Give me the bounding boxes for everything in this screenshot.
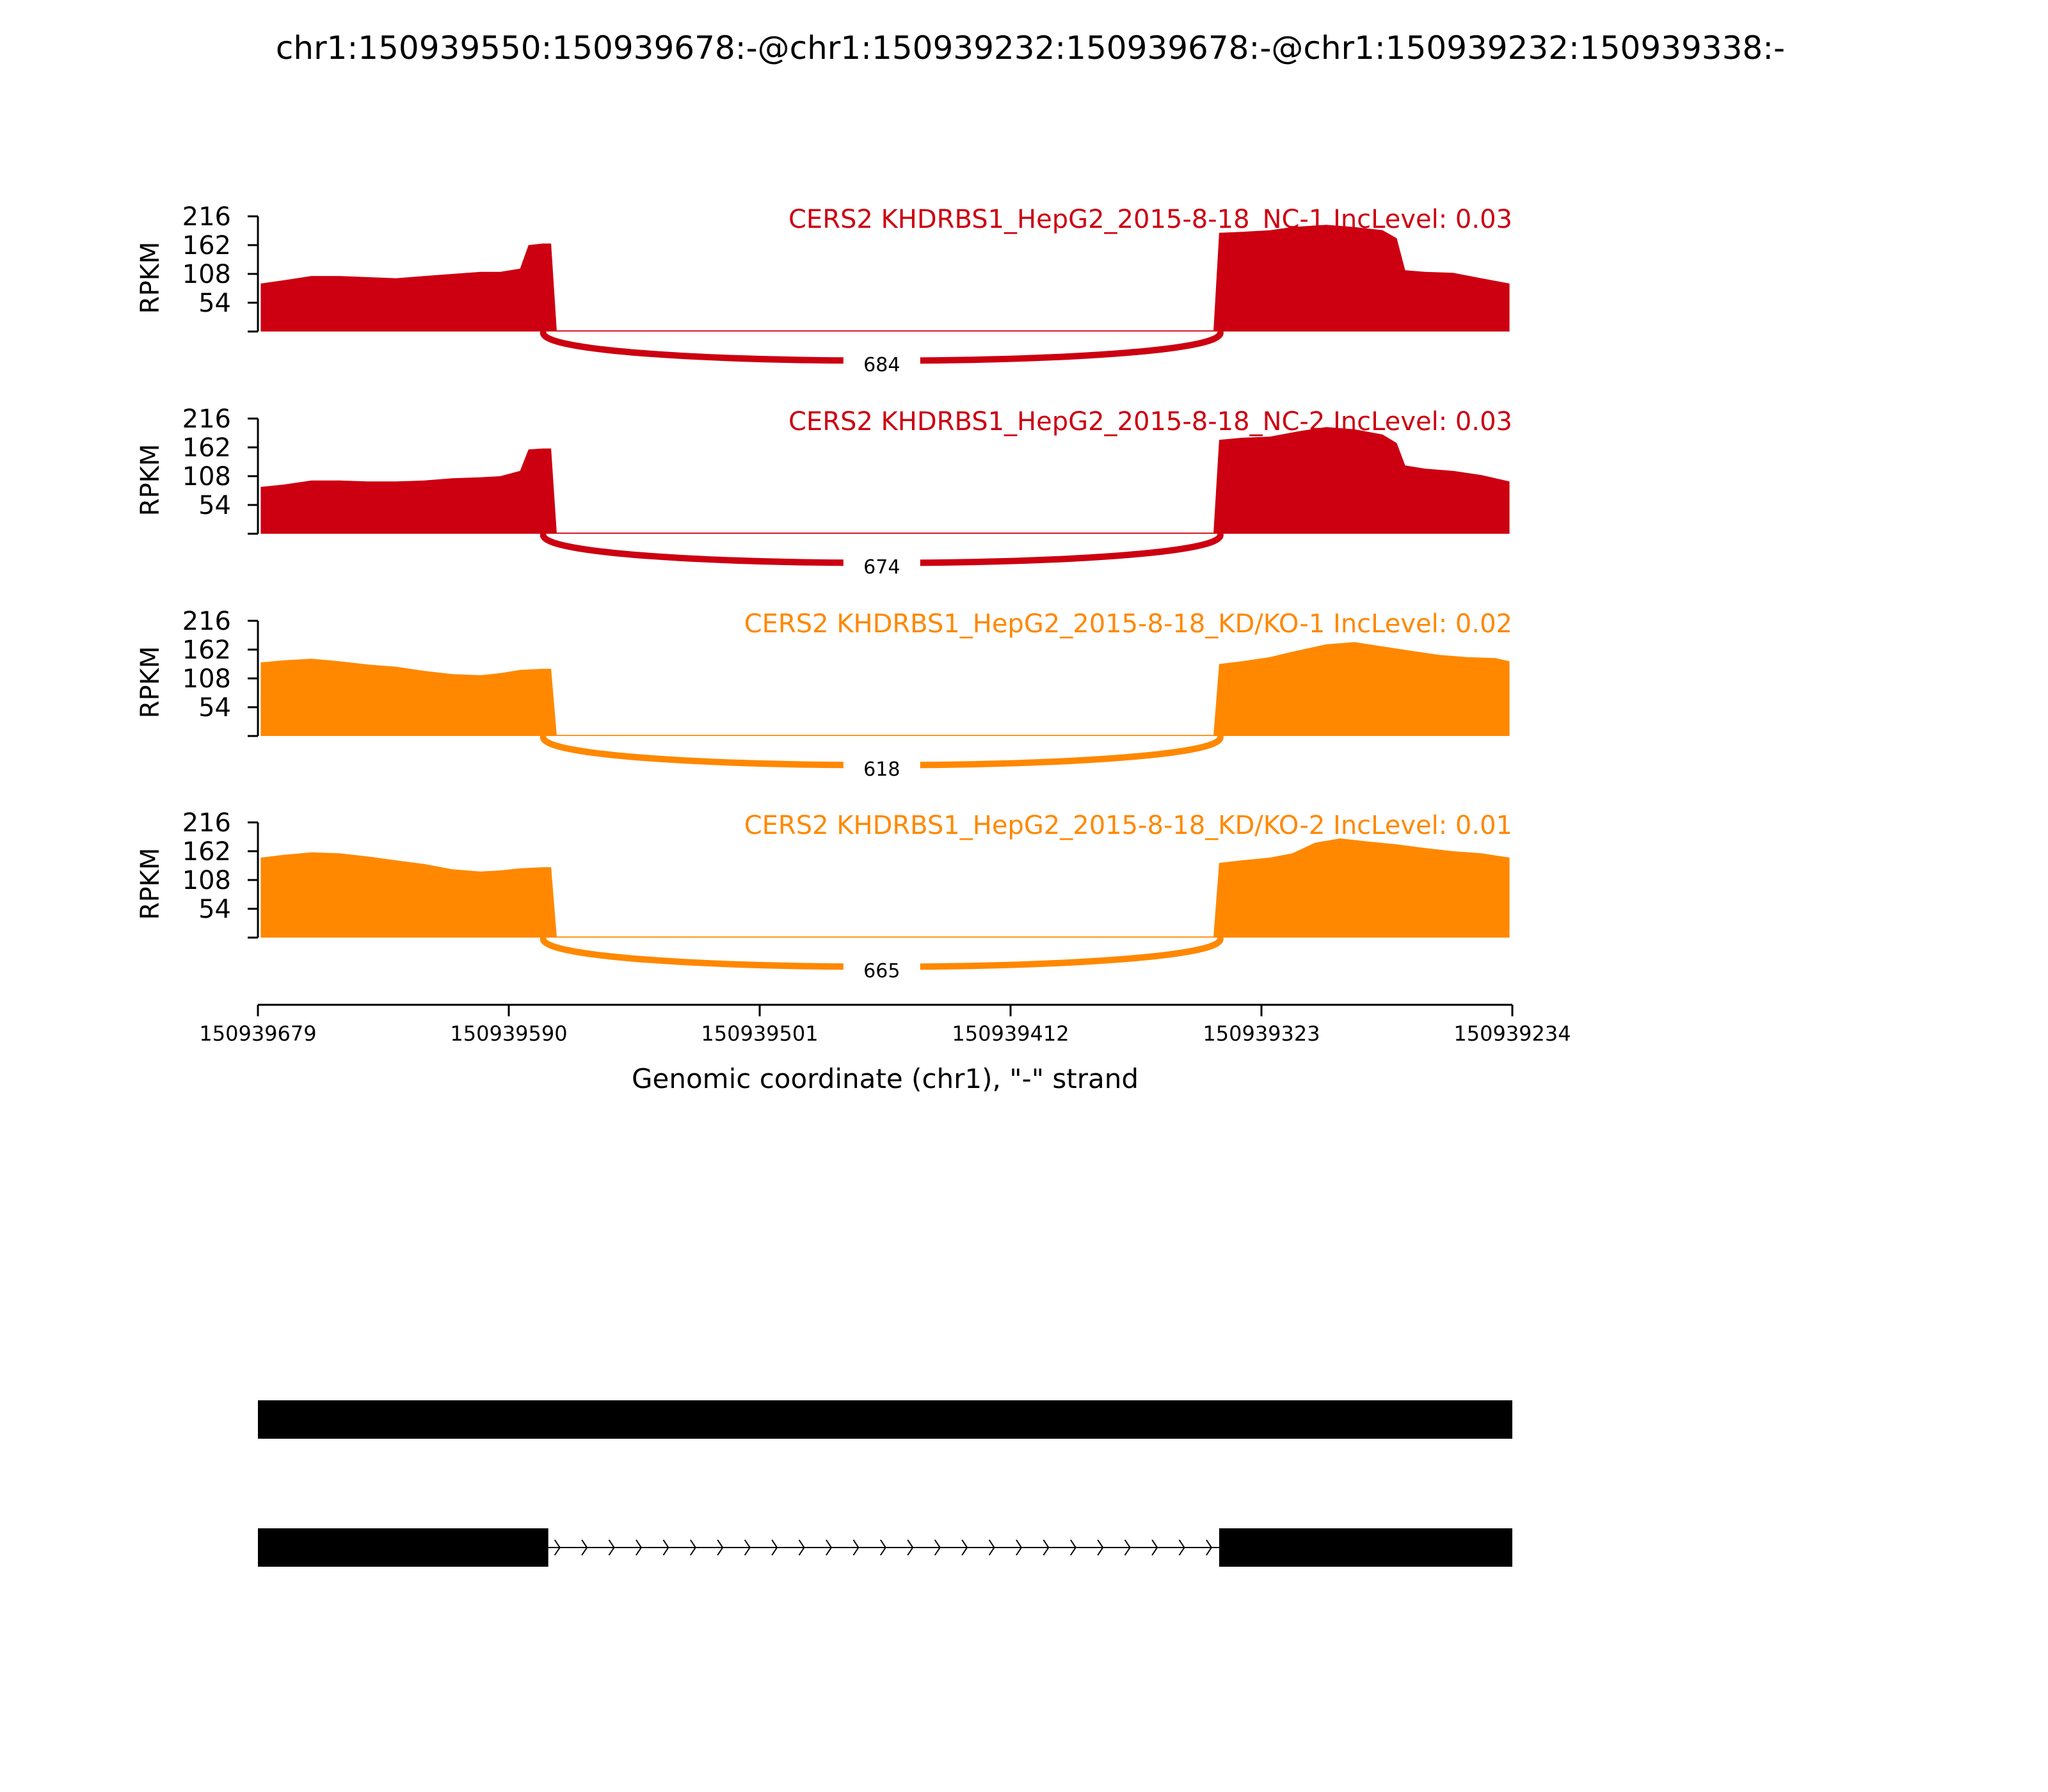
coverage-panel <box>136 202 1512 376</box>
series-name-label: CERS2 KHDRBS1_HepG2_2015-8-18_NC-1 IncLevel: 0.03 <box>788 205 1512 234</box>
coverage-panels <box>136 202 1512 982</box>
y-tick-label: 216 <box>182 607 231 636</box>
y-axis-label: RPKM <box>136 646 165 719</box>
y-tick-label: 162 <box>182 636 231 665</box>
y-tick-label: 108 <box>182 866 231 895</box>
series-name-label: CERS2 KHDRBS1_HepG2_2015-8-18_NC-2 IncLevel: 0.03 <box>788 407 1512 436</box>
x-tick-label: 150939323 <box>1203 1021 1320 1046</box>
coverage-panel <box>136 607 1512 781</box>
x-tick-label: 150939412 <box>952 1021 1069 1046</box>
y-tick-label: 54 <box>198 491 231 520</box>
coverage-area <box>260 642 1509 736</box>
isoform-track <box>258 1400 1512 1567</box>
exon-block <box>1219 1528 1512 1567</box>
coverage-area <box>260 427 1509 534</box>
x-tick-label: 150939501 <box>701 1021 819 1046</box>
x-tick-label: 150939679 <box>199 1021 317 1046</box>
y-tick-label: 108 <box>182 260 231 289</box>
y-tick-label: 54 <box>198 895 231 924</box>
figure-title: chr1:150939550:150939678:-@chr1:150939232:150939678:-@chr1:150939232:150939338:- <box>275 29 1786 67</box>
y-tick-label: 216 <box>182 404 231 434</box>
coverage-panel <box>136 808 1512 982</box>
x-tick-label: 150939590 <box>450 1021 568 1046</box>
coverage-area <box>260 838 1509 938</box>
y-tick-label: 108 <box>182 664 231 694</box>
series-name-label: CERS2 KHDRBS1_HepG2_2015-8-18_KD/KO-1 IncLevel: 0.02 <box>744 609 1512 639</box>
junction-count-label: 684 <box>863 354 900 376</box>
y-tick-label: 162 <box>182 433 231 463</box>
x-tick-label: 150939234 <box>1453 1021 1571 1046</box>
x-axis <box>199 1005 1571 1046</box>
isoform <box>258 1528 1512 1567</box>
y-axis-label: RPKM <box>136 241 165 314</box>
y-tick-label: 54 <box>198 693 231 723</box>
y-tick-label: 162 <box>182 837 231 867</box>
x-axis-label: Genomic coordinate (chr1), "-" strand <box>631 1063 1139 1094</box>
exon-block <box>258 1528 548 1567</box>
junction-count-label: 674 <box>863 556 900 579</box>
junction-count-label: 665 <box>863 960 900 982</box>
y-tick-label: 216 <box>182 202 231 232</box>
y-tick-label: 108 <box>182 462 231 492</box>
coverage-area <box>260 225 1509 332</box>
isoform <box>258 1400 1512 1439</box>
y-tick-label: 216 <box>182 808 231 838</box>
coverage-panel <box>136 404 1512 579</box>
exon-block <box>258 1400 1512 1439</box>
series-name-label: CERS2 KHDRBS1_HepG2_2015-8-18_KD/KO-2 IncLevel: 0.01 <box>744 811 1512 840</box>
y-tick-label: 54 <box>198 289 231 318</box>
y-axis-label: RPKM <box>136 444 165 516</box>
junction-count-label: 618 <box>863 758 900 781</box>
y-tick-label: 162 <box>182 231 231 260</box>
y-axis-label: RPKM <box>136 847 165 920</box>
